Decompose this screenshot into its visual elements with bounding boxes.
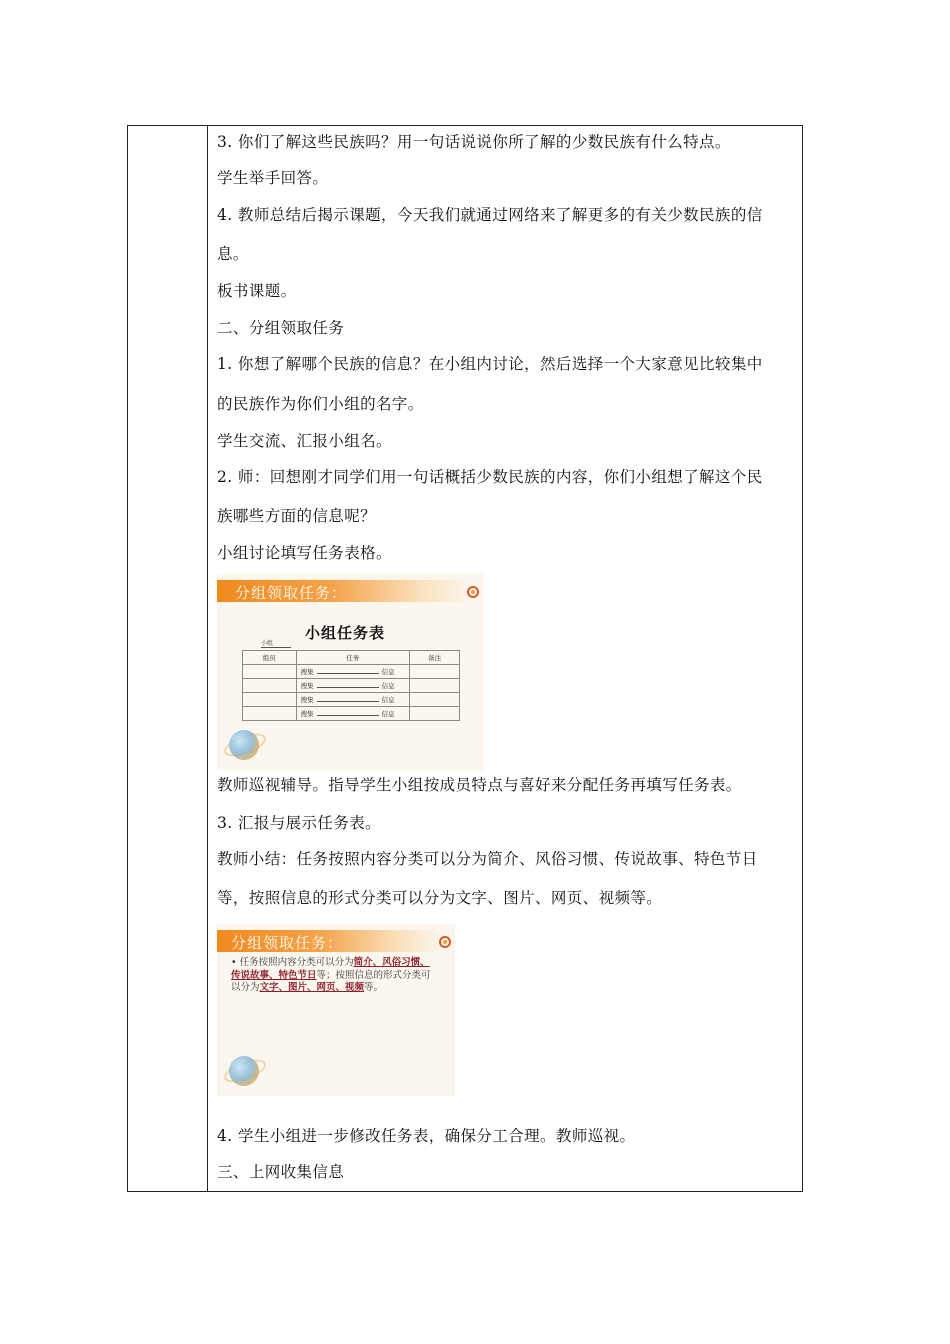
slide-header-text: 分组领取任务： <box>235 584 348 602</box>
text-line: 等，按照信息的形式分类可以分为文字、图片、网页、视频等。 <box>217 889 663 907</box>
table-row <box>243 665 460 679</box>
slide-header-text: 分组领取任务： <box>231 934 344 952</box>
text-line: 息。 <box>217 245 249 263</box>
task-prefix: 搜集 <box>300 668 314 676</box>
summary-text-1: 任务按照内容分类可以分为 <box>239 957 354 968</box>
text-line: 2. 师：回想刚才同学们用一句话概括少数民族的内容，你们小组想了解这个民 <box>217 468 763 486</box>
summary-text-3: 等。 <box>364 982 384 993</box>
text-line: 1. 你想了解哪个民族的信息？在小组内讨论，然后选择一个大家意见比较集中 <box>217 355 763 373</box>
section-heading: 三、上网收集信息 <box>217 1163 345 1181</box>
summary-text-2: 等；按照信息的形式分类可以分为 <box>231 969 431 993</box>
slide-task-summary <box>217 924 455 1096</box>
task-suffix: 信息 <box>381 682 395 690</box>
summary-highlight-content: 简介、风俗习惯、传说故事、特色节日 <box>231 957 430 981</box>
task-suffix: 信息 <box>381 668 395 676</box>
lesson-plan-table <box>127 125 803 1192</box>
slide-task-table <box>217 574 483 770</box>
text-line: 的民族作为你们小组的名字。 <box>217 395 424 413</box>
slide-bullet-text <box>231 957 435 995</box>
task-table <box>242 650 460 721</box>
swirl-icon <box>467 586 479 598</box>
globe-icon <box>229 1056 259 1086</box>
slide-header-bar <box>217 580 472 602</box>
bullet-mark: • <box>231 957 237 968</box>
task-prefix: 搜集 <box>300 696 314 704</box>
table-row <box>243 707 460 721</box>
table-row <box>243 679 460 693</box>
task-prefix: 搜集 <box>300 710 314 718</box>
text-line: 族哪些方面的信息呢？ <box>217 507 377 525</box>
summary-highlight-form: 文字、图片、网页、视频 <box>259 982 365 993</box>
text-line: 4. 教师总结后揭示课题，今天我们就通过网络来了解更多的有关少数民族的信 <box>217 206 763 224</box>
table-row <box>243 693 460 707</box>
text-line: 教师巡视辅导。指导学生小组按成员特点与喜好来分配任务再填写任务表。 <box>217 776 742 794</box>
text-line: 3. 汇报与展示任务表。 <box>217 814 382 832</box>
group-label: 小组 <box>261 638 291 648</box>
text-line: 教师小结：任务按照内容分类可以分为简介、风俗习惯、传说故事、特色节日 <box>217 850 758 868</box>
task-suffix: 信息 <box>381 696 395 704</box>
text-line: 3. 你们了解这些民族吗？用一句话说说你所了解的少数民族有什么特点。 <box>217 133 731 151</box>
slide-header-bar <box>217 930 445 952</box>
task-suffix: 信息 <box>381 710 395 718</box>
text-line: 4. 学生小组进一步修改任务表，确保分工合理。教师巡视。 <box>217 1127 636 1145</box>
text-line: 小组讨论填写任务表格。 <box>217 544 392 562</box>
text-line: 学生交流、汇报小组名。 <box>217 432 392 450</box>
section-heading: 二、分组领取任务 <box>217 319 345 337</box>
slide-title: 小组任务表 <box>305 624 386 642</box>
text-line: 板书课题。 <box>217 282 297 300</box>
left-column-cell <box>128 126 208 1191</box>
column-header: 任务 <box>296 651 410 665</box>
column-header: 备注 <box>410 651 460 665</box>
text-line: 学生举手回答。 <box>217 169 329 187</box>
swirl-icon <box>439 936 451 948</box>
column-header: 组员 <box>243 651 297 665</box>
globe-icon <box>229 730 259 760</box>
task-prefix: 搜集 <box>300 682 314 690</box>
